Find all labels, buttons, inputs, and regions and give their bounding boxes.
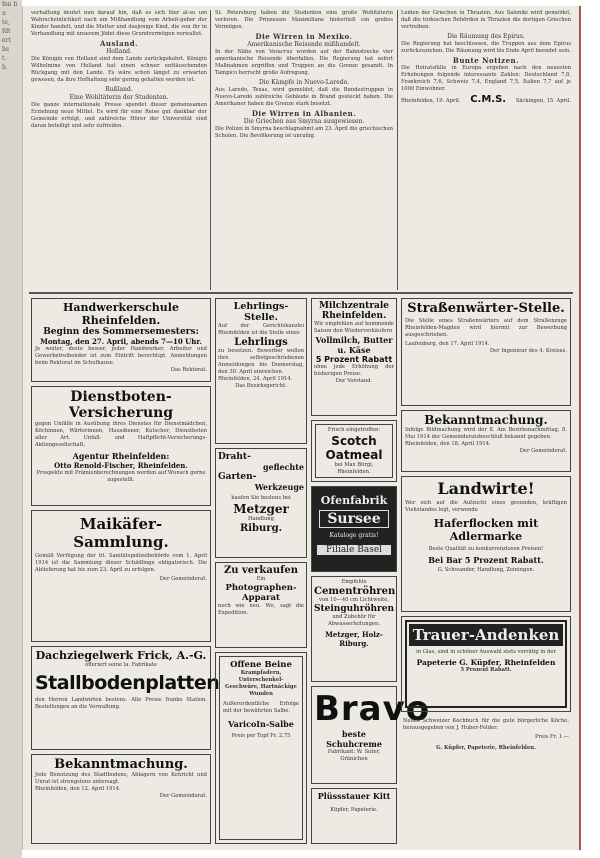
ad-signature: Der Gemeinderat.	[159, 576, 207, 582]
ad-kochbuch	[403, 718, 569, 754]
ad-trauer-andenken	[401, 616, 571, 712]
strip-line: t.	[2, 55, 7, 62]
column-3-news	[401, 10, 571, 105]
ad-maker: Fabrikant: W. Suter, Gränichen	[327, 749, 381, 762]
ad-text: von 10—40 cm Lichtweite,	[319, 597, 389, 603]
ad-drahtgeflechte	[215, 448, 307, 558]
ad-place: Rheinfelden, den 12. April 1914.	[35, 786, 121, 792]
newspaper-page	[22, 6, 581, 850]
ad-seller: Küpfer, Papeterie.	[330, 807, 378, 813]
section-heading-bunte-notizen: Bunte Notizen.	[452, 56, 520, 65]
strip-line: bs	[2, 46, 9, 53]
ad-product: VaricoIn-Salbe	[228, 719, 294, 729]
section-heading-ausland: Ausland.	[99, 39, 139, 48]
ad-rabatt: Bei Bar 5 Prozent Rabatt.	[428, 555, 544, 565]
russland-paragraph: Die ganze internationale Presse spendet dieser gemeinsamen Erziehung neue Mittel. Es wird für eine Reise gut dankbar der Gemeinde erfolgt, und zahlreiche Hörer der Universität sind daran beteiligt und sehr zufrieden.	[31, 102, 207, 129]
ad-signature: Das Rektorat.	[170, 367, 207, 373]
albanien-paragraph: Die Polizei in Smyrna beschlagnahmt am 23. April die griechischen Schulen. Die Bevölkerung ist unruhig.	[215, 126, 393, 139]
signature-place: Rheinfelden, 19. April.	[401, 98, 461, 104]
ad-date: Montag, den 27. April, abends 7—10 Uhr.	[40, 337, 202, 346]
strip-line: te,	[2, 19, 10, 26]
ad-text-2: und Zubehör für Abwasserleitungen.	[327, 614, 380, 627]
ad-note: Prospekte mit Prämienberechnungen werden auf Wunsch gerne zugestellt.	[36, 470, 206, 483]
ad-text-more: ohne jede Erhöhung der bisherigen Preise.	[314, 364, 394, 377]
ad-sub: Krampfadern, Unterschenkel-Geschwüre, Hartnäckige Wunden	[225, 670, 297, 697]
ad-seller: Papeterie G. Küpfer, Rheinfelden	[416, 658, 556, 667]
ad-signature: G. Küpfer, Papeterie, Rheinfelden.	[436, 745, 536, 751]
kaempfe-paragraph: Aus Laredo, Texas, wird gemeldet, daß die Bundestruppen in Nuevo-Laredo zahlreiche Gebäude in Brand gesteckt haben. Die Amerikaner haben die Grenze stark besetzt.	[215, 87, 393, 107]
ad-zu-verkaufen	[215, 562, 307, 648]
section-heading-mexiko: Die Wirren in Mexiko.	[255, 32, 353, 41]
signature-row	[401, 96, 571, 105]
subheading-russland: Rußland.	[105, 86, 133, 93]
ad-signature: Der Ingenieur des 4. Kreises.	[489, 348, 567, 354]
ad-name: Metzger	[233, 502, 289, 516]
signature-right: Säckingen, 15. April.	[515, 98, 571, 104]
strip-line: ert	[2, 37, 11, 44]
ad-text: Gemäß Verfügung der tit. Sanitätspolizeibehörde vom 1. April 1914 ist die Sammlung dieser Schädlinge obligatorisch. Die Ablieferung hat bis zum 23. April zu erfolgen.	[35, 553, 207, 573]
ad-title: Handwerkerschule Rheinfelden.	[63, 301, 179, 327]
ad-bekanntmachung-2	[401, 410, 571, 472]
ad-rabatt: 5 Prozent Rabatt	[315, 355, 393, 364]
ad-dienstboten	[31, 386, 211, 506]
strip-line: fen b	[2, 1, 18, 8]
ad-title: Bekanntmachung.	[54, 757, 188, 772]
column-divider	[210, 10, 211, 290]
ad-agent: Agentur Rheinfelden:	[72, 451, 170, 461]
mexiko-paragraph: In der Nähe von Veracruz wurden auf der Bahnstrecke vier amerikanische Reisende überfallen. Die Regierung hat sofort Maßnahmen ergriffen und Truppen an die Grenze gesandt. In Tampico herrscht große Aufregung.	[215, 49, 393, 76]
ad-line: Werkzeuge	[254, 482, 304, 492]
ad-inner-frame	[219, 656, 303, 840]
section-heading-albanien: Die Wirren in Albanien.	[251, 109, 357, 118]
ad-text: Infolge Bildmachung wird der 8. Am Bezirksnachmittag, 8. Mai 1914 der Gemeinderatsbeschluß bekannt gegeben.	[405, 427, 567, 440]
ad-milchzentrale	[311, 298, 397, 416]
ad-catalog: Kataloge gratis!	[329, 532, 379, 539]
ad-headline: Cementröhren	[314, 586, 396, 597]
ad-title: Dienstboten-Versicherung	[68, 389, 174, 421]
ad-bekanntmachung-1	[31, 754, 211, 844]
ad-subtitle: offeriert seine la. Fabrikate	[85, 662, 157, 668]
ad-product: Haferflocken mit Adlermarke	[433, 517, 539, 543]
ad-title: Offene Beine	[230, 660, 292, 670]
ad-bravo	[311, 686, 431, 784]
ad-cementroehren	[311, 576, 397, 682]
ad-text: Wer sich auf die Aufzucht eines gesunden, kräftigen Viehstandes legt, verwende	[405, 500, 567, 513]
ad-kitt	[311, 788, 397, 844]
ad-strassenwaerter	[401, 298, 571, 406]
ad-date: Rheinfelden, 24. April 1914.	[218, 376, 293, 382]
ad-headline: Stallbodenplatten	[35, 672, 220, 694]
ad-title: Landwirte!	[437, 479, 535, 498]
intro-paragraph: Leiden der Griechen in Thrazien. Aus Saloniki wird gemeldet, daß die türkischen Behörden in Thrazien die dortigen Griechen vertreiben.	[401, 10, 571, 30]
ad-inner-frame	[315, 424, 393, 478]
ad-headline: Photographen-Apparat	[225, 583, 297, 603]
ad-title: Dachziegelwerk Frick, A.-G.	[35, 649, 207, 662]
ad-headline-2: Steinguhröhren	[314, 604, 395, 614]
column-1-news	[31, 10, 207, 132]
ad-headline: Scotch	[331, 434, 377, 448]
subheading-kaempfe: Die Kämpfe in Nuevo-Laredo.	[258, 79, 350, 86]
ad-headline: Bravo	[314, 689, 431, 729]
ad-text: Je weiter, desto besser, jeder Handwerker, Arbeiter und Gewerbetreibender ist zum Eintritt berechtigt. Anmeldungen beim Rektorat im Schulhause.	[35, 346, 207, 366]
intro-paragraph: St. Petersburg haben die Studenten eine große Wohltäterin verloren. Die Prinzessin Maximiliane hinterließ ein großes Vermögen.	[215, 10, 393, 30]
ad-date: Laufenburg, den 17. April 1914.	[405, 341, 490, 347]
ad-seller: bei Max Bürgi, Rheinfelden.	[334, 462, 374, 475]
holland-paragraph: Die Königin von Holland sind dem Lande zurückgekehrt. Königin Wilhelmine von Holland hat einen schwer enttäuschenden Rückgang mit den Lande. Es wäre schon längst zu erwarten gewesen, da ihre Hofhaltung sehr gering gehalten worden ist.	[31, 56, 207, 83]
ad-place: Rheinfelden, den 18. April 1914.	[405, 441, 491, 447]
ad-text-more: zu besetzen. Bewerber wollen ihre selbstgeschriebenen Anmeldungen bis Donnerstag, den 30. April einreichen.	[218, 348, 304, 375]
ad-signature: Das Bezirksgericht.	[235, 383, 287, 389]
ad-headline-2: Oatmeal	[325, 448, 383, 462]
ad-text: gegen Unfälle in Ausübung ihres Dienstes für Dienstmädchen, Köchinnen, Wärterinnen, Hausdiener, Kutscher, Dienstboten aller Art. Unfall- und Haftpflicht-Versicherungs-Aktiengesellschaft.	[35, 421, 207, 448]
ad-text: Auf der Gerichtskanzlei Rheinfelden ist die Stelle eines	[218, 323, 304, 336]
ad-text: Neues Schweizer Kochbuch für die gute bürgerliche Küche, herausgegeben von J. Huber-Felder.	[403, 718, 569, 731]
subheading-epirus: Die Räumung des Epirus.	[447, 33, 525, 40]
bunte-paragraph: Die Heiratsfälle in Europa ergeben nach den neuesten Erhebungen folgende interessante Zahlen: Deutschland 7,8, Frankreich 7,6, Schweiz 7,4, England 7,5, Italien 7,7 auf je 1000 Einwohner.	[401, 65, 571, 92]
intro-paragraph: verhaftung deutet nun darauf hin, daß es sich hier al-so um Wahrscheinlichkeit nach um Mißhandlung vom Arbeit-geber der Kinder handelt, und die Mutter und dasjenige Kind, die von ihr in Verhandlung mit unserem Jödet diese Grundvermögen verwaltet.	[31, 10, 207, 37]
section-divider	[29, 292, 573, 294]
ad-keyword: Lehrlings	[234, 337, 288, 348]
ad-text: kaufen Sie bestens bei	[231, 495, 291, 501]
ad-signature: Der Vorstand.	[335, 378, 373, 384]
strip-line: b.	[2, 64, 8, 71]
ad-title: Ofenfabrik	[320, 494, 388, 507]
ad-inner-frame	[405, 620, 567, 708]
ad-title: Zu verkaufen	[223, 565, 299, 576]
ad-subtitle: Beginn des Sommersemesters:	[43, 327, 199, 337]
ad-text: Die Stelle eines Straßenwärters auf dem Straßenzuge Rheinfelden-Magden wird hiermit zur Bewerbung ausgeschrieben.	[405, 318, 567, 338]
ad-pre: Frisch eingetroffen:	[327, 427, 381, 433]
ad-maikaefer	[31, 510, 211, 642]
ad-offene-beine	[215, 652, 307, 844]
adjacent-page-strip	[0, 0, 22, 858]
ad-text: noch wie neu. Wo, sagt die Expedition.	[218, 603, 304, 616]
ad-text: in Glas, sind in schöner Auswahl stets vorrätig in der	[416, 649, 556, 655]
subheading-wohltaeterin: Eine Wohltäterin der Studenten.	[69, 94, 169, 101]
ad-text: Wir empfehlen auf kommende Saison den Wiederverkäufern	[314, 321, 394, 334]
ad-text: den Herren Landwirten bestens. Alle Preise franko Station. Bestellungen an die Verwaltung.	[35, 697, 207, 710]
ad-signature: Der Gemeinderat.	[159, 793, 207, 799]
ad-text: beste Schuhcreme	[326, 729, 382, 749]
subheading-holland: Holland.	[106, 48, 132, 55]
ad-title: Maikäfer-Sammlung.	[73, 515, 169, 551]
ad-signature: G. Schwander, Handlung, Zeiningen.	[437, 567, 535, 573]
ad-rabatt: 5 Prozent Rabatt.	[460, 667, 512, 673]
ad-lehrlingsstelle	[215, 298, 307, 444]
ad-price: Preis Fr. 1.—	[535, 734, 569, 740]
column-divider	[397, 10, 398, 290]
signature-initials: C.M.S.	[470, 94, 507, 105]
ad-headline: Trauer-Andenken	[409, 624, 563, 646]
ad-text-2: Beste Qualität zu konkurrenzlosen Preisen!	[428, 546, 544, 552]
ad-ofenfabrik-sursee	[311, 486, 397, 572]
ad-place: Riburg.	[239, 523, 283, 534]
ad-sub: Ein	[256, 576, 266, 582]
ad-line: Garten-	[218, 472, 257, 482]
ad-pre: Empfehle	[341, 579, 367, 585]
strip-line: fdt	[2, 28, 11, 35]
ad-line: geflechte	[262, 462, 304, 472]
ad-branch: Filiale Basel	[317, 545, 391, 555]
ad-landwirte	[401, 476, 571, 612]
ad-handwerkerschule	[31, 298, 211, 382]
ad-signature: Metzger, Holz-Riburg.	[325, 630, 383, 648]
ad-scotch-oatmeal	[311, 420, 397, 482]
subheading-griechen: Die Griechen aus Smyrna ausgewiesen.	[243, 118, 365, 125]
ad-headline: Sursee	[319, 510, 389, 528]
ad-text: Außerordentliche Erfolge mit der bewährten Salbe.	[223, 701, 299, 714]
ad-signature: Der Gemeinderat.	[519, 448, 567, 454]
ad-price: Preis per Topf Fr. 2.75	[231, 733, 291, 739]
ad-title: Bekanntmachung.	[424, 413, 548, 427]
ad-line: Draht-	[218, 452, 251, 462]
strip-line: n	[2, 10, 6, 17]
ad-sub: Handlung	[248, 516, 274, 522]
ad-dachziegelwerk	[31, 646, 220, 750]
ad-title: Straßenwärter-Stelle.	[407, 301, 565, 316]
ad-title: Lehrlings-Stelle.	[233, 301, 289, 323]
ad-title: Milchzentrale Rheinfelden.	[318, 301, 390, 321]
column-2-news	[215, 10, 393, 142]
ad-products: Vollmilch, Butter u. Käse	[315, 335, 393, 355]
ad-text: Jede Benutzung des Stadtbodens, Ablagern von Kehricht und Unrat ist strengstens untersagt.	[35, 772, 207, 785]
ad-agent-name: Otto Renold-Fischer, Rheinfelden.	[54, 461, 188, 470]
epirus-paragraph: Die Regierung hat beschlossen, die Truppen aus dem Epirus zurückzuziehen. Die Räumung wird bis Ende April beendet sein.	[401, 41, 571, 54]
subheading-amerikaner: Amerikanische Reisende mißhandelt.	[247, 41, 361, 48]
ad-title: Plüssstauer Kitt	[317, 791, 391, 801]
